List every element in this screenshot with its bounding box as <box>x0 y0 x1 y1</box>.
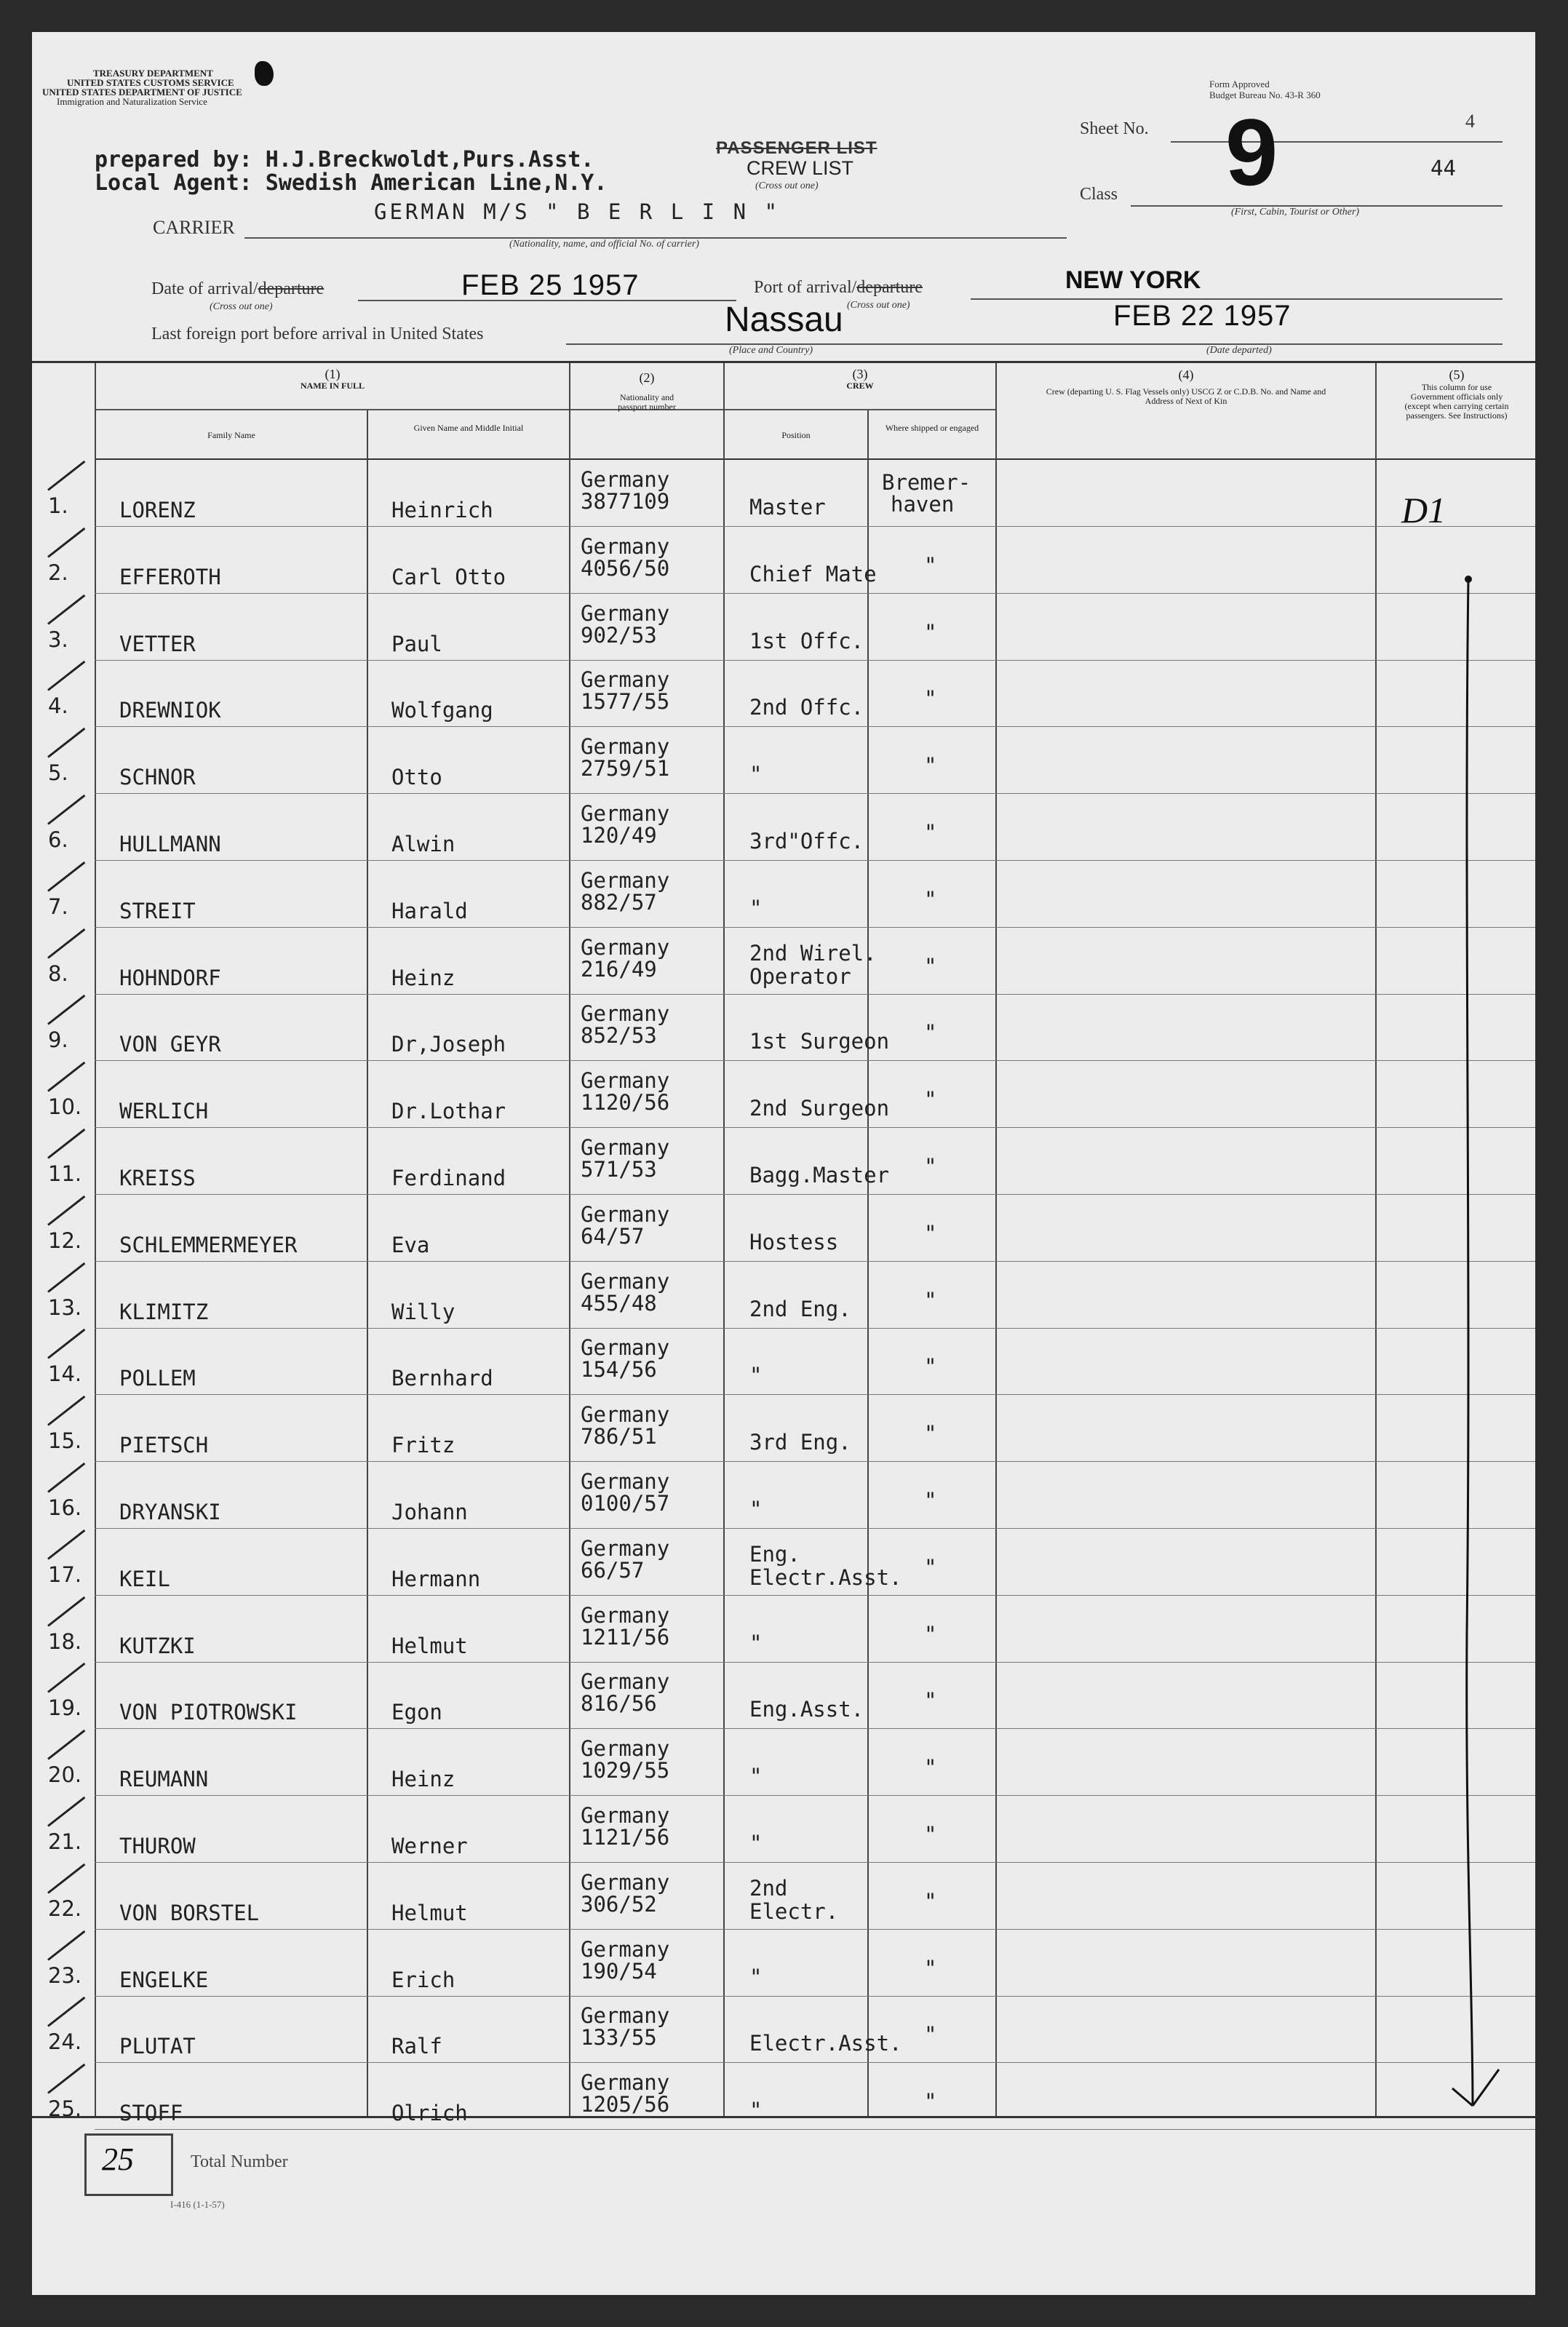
class-label: Class <box>1080 185 1118 204</box>
nationality: Germany <box>581 1536 670 1561</box>
row-number: 4. <box>48 693 68 718</box>
position: " <box>749 1764 763 1789</box>
nationality: Germany <box>581 667 670 692</box>
family-name: SCHNOR <box>119 765 196 789</box>
passport-number: 1120/56 <box>581 1090 670 1115</box>
position: Chief Mate <box>749 562 877 586</box>
family-name: VON GEYR <box>119 1032 221 1057</box>
family-name: REUMANN <box>119 1767 209 1791</box>
passport-number: 902/53 <box>581 623 657 648</box>
table-row <box>32 727 1535 794</box>
family-name: VON BORSTEL <box>119 1901 260 1925</box>
row-number: 7. <box>48 894 68 919</box>
nationality: Germany <box>581 1669 670 1694</box>
nationality: Germany <box>581 467 670 492</box>
last-port-note: (Place and Country) <box>729 345 813 356</box>
col5-num: (5) <box>1449 367 1465 382</box>
table-row <box>32 1996 1535 2063</box>
position-line-2: Electr.Asst. <box>749 1565 902 1590</box>
nationality: Germany <box>581 1469 670 1494</box>
last-port-label: Last foreign port before arrival in United States <box>151 325 484 343</box>
table-row <box>32 1662 1535 1729</box>
where-shipped: " <box>924 1288 937 1313</box>
row-check-mark <box>47 1863 85 1894</box>
given-name: Erich <box>391 1968 455 1992</box>
family-name: STREIT <box>119 899 196 923</box>
position: Master <box>749 495 826 520</box>
position: 2nd Surgeon <box>749 1096 890 1121</box>
where-shipped: " <box>924 1354 937 1379</box>
given-name: Harald <box>391 899 468 923</box>
given-name: Bernhard <box>391 1366 493 1391</box>
last-port-value: Nassau <box>725 301 843 339</box>
passport-number: 306/52 <box>581 1892 657 1917</box>
family-name: DRYANSKI <box>119 1500 221 1524</box>
given-name: Dr,Joseph <box>391 1032 506 1057</box>
nationality: Germany <box>581 2070 670 2095</box>
given-name: Willy <box>391 1300 455 1324</box>
nationality: Germany <box>581 1803 670 1828</box>
nationality: Germany <box>581 1402 670 1427</box>
table-row <box>32 1328 1535 1395</box>
position: 3rd Eng. <box>749 1430 851 1455</box>
row-number: 12. <box>48 1228 82 1253</box>
position: " <box>749 896 763 920</box>
position-header: Position <box>781 430 811 440</box>
date-arrival-label <box>151 279 324 299</box>
port-arrival-value: NEW YORK <box>1065 266 1201 294</box>
total-value: 25 <box>102 2141 134 2177</box>
position: " <box>749 1965 763 1989</box>
total-label: Total Number <box>191 2152 288 2171</box>
row-number: 20. <box>48 1762 82 1787</box>
where-shipped: " <box>924 1889 937 1914</box>
family-name: ENGELKE <box>119 1968 209 1992</box>
row-number: 14. <box>48 1361 82 1386</box>
row-check-mark <box>47 528 85 558</box>
row-check-mark <box>47 1730 85 1760</box>
passport-number: 455/48 <box>581 1291 657 1316</box>
port-arrival-label-text: Port of arrival/ <box>754 278 857 297</box>
passport-number: 571/53 <box>581 1157 657 1182</box>
passport-number: 3877109 <box>581 489 670 514</box>
row-number: 6. <box>48 827 68 852</box>
where-shipped: " <box>924 1488 937 1513</box>
list-type-note: (Cross out one) <box>755 180 819 191</box>
agency-line-1: TREASURY DEPARTMENT <box>93 68 213 79</box>
position: " <box>749 1497 763 1522</box>
date-arrival-label-struck: departure <box>258 279 325 298</box>
given-name: Werner <box>391 1834 468 1858</box>
passport-number: 786/51 <box>581 1424 657 1449</box>
date-departed-note: (Date departed) <box>1206 345 1272 356</box>
table-row <box>32 594 1535 661</box>
row-number: 5. <box>48 760 68 785</box>
col5-title: This column for use Government officials only (except when carrying certain passengers. See Instructions) <box>1404 382 1509 421</box>
carrier-note: (Nationality, name, and official No. of carrier) <box>509 239 699 250</box>
passport-number: 154/56 <box>581 1357 657 1382</box>
family-name: WERLICH <box>119 1099 209 1123</box>
table-row <box>32 1128 1535 1195</box>
family-name: LORENZ <box>119 498 196 522</box>
col4-header <box>1000 367 1372 406</box>
table-row <box>32 1262 1535 1329</box>
row-check-mark <box>47 2064 85 2094</box>
row-check-mark <box>47 1997 85 2027</box>
row-number: 9. <box>48 1027 68 1052</box>
row-check-mark <box>47 1196 85 1226</box>
given-name: Egon <box>391 1700 442 1725</box>
nationality: Germany <box>581 801 670 826</box>
date-arrival-value: FEB 25 1957 <box>461 269 640 301</box>
where-shipped: " <box>924 1020 937 1045</box>
where-shipped: " <box>924 1087 937 1112</box>
where-shipped: " <box>924 1956 937 1981</box>
family-name: EFFEROTH <box>119 565 221 589</box>
nationality: Germany <box>581 1736 670 1761</box>
passport-number: 0100/57 <box>581 1491 670 1516</box>
row-check-mark <box>47 1596 85 1627</box>
nationality: Germany <box>581 2003 670 2028</box>
where-shipped: " <box>924 887 937 912</box>
nationality: Germany <box>581 1135 670 1160</box>
agency-line-4: Immigration and Naturalization Service <box>57 96 207 107</box>
family-name: SCHLEMMERMEYER <box>119 1233 298 1257</box>
col2-header <box>572 370 722 412</box>
table-row <box>32 1863 1535 1930</box>
row-number: 15. <box>48 1428 82 1453</box>
table-row <box>32 1529 1535 1596</box>
position: " <box>749 1831 763 1855</box>
family-name: KEIL <box>119 1567 170 1591</box>
family-name: HOHNDORF <box>119 966 221 990</box>
col2-num: (2) <box>639 370 655 385</box>
class-value: 44 <box>1430 156 1456 180</box>
date-arrival-label-text: Date of arrival/ <box>151 279 258 298</box>
passport-number: 64/57 <box>581 1224 645 1249</box>
col4-title: Crew (departing U. S. Flag Vessels only) USCG Z or C.D.B. No. and Name and Address of Next of Kin <box>1046 386 1326 406</box>
table-row <box>32 994 1535 1061</box>
family-name: PLUTAT <box>119 2034 196 2058</box>
position: 2nd Offc. <box>749 695 864 720</box>
row-check-mark <box>47 1463 85 1493</box>
position: 1st Surgeon <box>749 1029 890 1054</box>
passport-number: 120/49 <box>581 823 657 848</box>
table-row <box>32 2063 1535 2130</box>
given-name-header: Given Name and Middle Initial <box>413 423 524 433</box>
row-check-mark <box>47 862 85 892</box>
nationality: Germany <box>581 1202 670 1227</box>
sheet-label: Sheet No. <box>1080 119 1149 138</box>
list-type-struck: PASSENGER LIST <box>716 138 877 158</box>
row-check-mark <box>47 1396 85 1426</box>
where-shipped: " <box>924 753 937 778</box>
position: " <box>749 2098 763 2123</box>
row-number: 3. <box>48 627 68 652</box>
position: 1st Offc. <box>749 629 864 653</box>
where-shipped: Bremer- <box>882 470 971 495</box>
family-name: VETTER <box>119 632 196 656</box>
passport-number: 133/55 <box>581 2025 657 2050</box>
col2-title: Nationality and passport number <box>618 392 676 412</box>
position-line-2: Electr. <box>749 1899 839 1924</box>
local-agent: Local Agent: Swedish American Line,N.Y. <box>95 170 608 196</box>
prepared-by: prepared by: H.J.Breckwoldt,Purs.Asst. <box>95 147 594 172</box>
row-check-mark <box>47 1262 85 1293</box>
position: " <box>749 1631 763 1655</box>
agency-line-2: UNITED STATES CUSTOMS SERVICE <box>67 77 234 88</box>
row-number: 17. <box>48 1562 82 1587</box>
table-row <box>32 1930 1535 1997</box>
row-number: 8. <box>48 961 68 986</box>
given-name: Johann <box>391 1500 468 1524</box>
row-check-mark <box>47 1129 85 1159</box>
where-shipped-line-2: haven <box>891 492 955 517</box>
where-shipped: " <box>924 553 937 578</box>
position: Eng. <box>749 1542 800 1567</box>
passport-number: 216/49 <box>581 957 657 982</box>
given-name: Wolfgang <box>391 698 493 723</box>
passport-number: 4056/50 <box>581 556 670 581</box>
table-row <box>32 1395 1535 1462</box>
table-row <box>32 660 1535 727</box>
col1-title: NAME IN FULL <box>300 381 365 391</box>
where-shipped: " <box>924 1822 937 1847</box>
passport-number: 2759/51 <box>581 756 670 781</box>
nationality: Germany <box>581 935 670 960</box>
where-shipped: " <box>924 1421 937 1446</box>
table-row <box>32 1061 1535 1128</box>
family-name: PIETSCH <box>119 1433 209 1457</box>
carrier-value: GERMAN M/S " B E R L I N " <box>374 199 780 224</box>
passport-number: 1121/56 <box>581 1825 670 1850</box>
header-mid-rule <box>95 409 995 410</box>
row-number: 23. <box>48 1963 82 1988</box>
position: Bagg.Master <box>749 1163 890 1188</box>
row-check-mark <box>47 661 85 691</box>
col1-header <box>96 367 569 391</box>
given-name: Fritz <box>391 1433 455 1457</box>
row-check-mark <box>47 1530 85 1560</box>
row-check-mark <box>47 1663 85 1693</box>
given-name: Ferdinand <box>391 1166 506 1190</box>
list-type-title: CREW LIST <box>747 157 854 179</box>
table-row <box>32 794 1535 861</box>
form-number: I-416 (1-1-57) <box>170 2199 225 2210</box>
crew-list-form <box>32 32 1535 2295</box>
family-name: KUTZKI <box>119 1634 196 1658</box>
row-number: 19. <box>48 1695 82 1720</box>
nationality: Germany <box>581 1068 670 1093</box>
row-check-mark <box>47 461 85 491</box>
position: 3rd"Offc. <box>749 829 864 854</box>
nationality: Germany <box>581 1937 670 1962</box>
row-number: 2. <box>48 560 68 585</box>
table-top-rule <box>32 361 1535 363</box>
given-name: Heinz <box>391 1767 455 1791</box>
family-name: KLIMITZ <box>119 1300 209 1324</box>
col5-header <box>1378 367 1535 421</box>
where-shipped: " <box>924 2022 937 2047</box>
port-arrival-label <box>754 278 923 298</box>
family-name: THUROW <box>119 1834 196 1858</box>
nationality: Germany <box>581 868 670 893</box>
col4-num: (4) <box>1178 367 1194 382</box>
row-number: 10. <box>48 1094 82 1119</box>
where-shipped: " <box>924 1555 937 1580</box>
port-arrival-label-struck: departure <box>856 278 923 297</box>
where-shipped: " <box>924 1221 937 1246</box>
table-row <box>32 527 1535 594</box>
nationality: Germany <box>581 601 670 626</box>
row-check-mark <box>47 1797 85 1827</box>
position: Hostess <box>749 1230 839 1254</box>
position: 2nd Wirel. <box>749 941 877 966</box>
ink-blot-mark <box>255 61 274 86</box>
passport-number: 882/57 <box>581 890 657 915</box>
row-number: 1. <box>48 493 68 518</box>
nationality: Germany <box>581 734 670 759</box>
table-row <box>32 1596 1535 1663</box>
family-name: DREWNIOK <box>119 698 221 723</box>
where-shipped: " <box>924 1622 937 1647</box>
date-departed-value: FEB 22 1957 <box>1113 300 1292 332</box>
family-name: VON PIOTROWSKI <box>119 1700 298 1725</box>
position-line-2: Operator <box>749 964 851 989</box>
where-shipped: " <box>924 620 937 645</box>
where-shipped: " <box>924 820 937 845</box>
position: " <box>749 1363 763 1388</box>
row-check-mark <box>47 594 85 625</box>
form-approval-line-2: Budget Bureau No. 43-R 360 <box>1209 90 1321 100</box>
where-shipped: " <box>924 1688 937 1713</box>
where-shipped: " <box>924 954 937 979</box>
passport-number: 190/54 <box>581 1959 657 1984</box>
given-name: Olrich <box>391 2101 468 2125</box>
nationality: Germany <box>581 1603 670 1628</box>
row-check-mark <box>47 1329 85 1359</box>
nationality: Germany <box>581 534 670 559</box>
row-check-mark <box>47 1930 85 1961</box>
row-number: 22. <box>48 1896 82 1921</box>
row-check-mark <box>47 928 85 959</box>
nationality: Germany <box>581 1335 670 1360</box>
port-arrival-note: (Cross out one) <box>847 300 910 311</box>
nationality: Germany <box>581 1269 670 1294</box>
col3-title: CREW <box>846 381 874 391</box>
given-name: Eva <box>391 1233 430 1257</box>
col3-num: (3) <box>852 367 868 381</box>
passport-number: 66/57 <box>581 1558 645 1583</box>
passport-number: 816/56 <box>581 1691 657 1716</box>
row-number: 11. <box>48 1161 82 1186</box>
col3-header <box>725 367 995 391</box>
position: " <box>749 762 763 787</box>
family-name: KREISS <box>119 1166 196 1190</box>
family-name-header: Family Name <box>207 430 255 440</box>
family-name: POLLEM <box>119 1366 196 1391</box>
position: Electr.Asst. <box>749 2031 902 2056</box>
row-number: 24. <box>48 2029 82 2054</box>
class-note: (First, Cabin, Tourist or Other) <box>1231 207 1360 218</box>
table-row <box>32 1462 1535 1529</box>
where-shipped: " <box>924 1755 937 1780</box>
row-number: 18. <box>48 1629 82 1654</box>
given-name: Dr.Lothar <box>391 1099 506 1123</box>
position: 2nd Eng. <box>749 1297 851 1321</box>
row-check-mark <box>47 1062 85 1092</box>
col1-num: (1) <box>325 367 341 381</box>
passport-number: 1211/56 <box>581 1625 670 1650</box>
row-number: 25. <box>48 2096 82 2121</box>
passport-number: 1577/55 <box>581 689 670 714</box>
where-shipped: " <box>924 1154 937 1179</box>
table-row <box>32 928 1535 995</box>
where-shipped: " <box>924 686 937 711</box>
given-name: Ralf <box>391 2034 442 2058</box>
sheet-number: 9 <box>1225 99 1278 205</box>
row-check-mark <box>47 728 85 758</box>
table-row <box>32 460 1535 527</box>
agency-line-3: UNITED STATES DEPARTMENT OF JUSTICE <box>42 87 242 98</box>
passport-number: 1029/55 <box>581 1758 670 1783</box>
carrier-label: CARRIER <box>153 217 235 238</box>
sheet-underline <box>1171 141 1503 143</box>
where-shipped-header: Where shipped or engaged <box>885 423 979 433</box>
row-rule <box>95 2129 1535 2130</box>
given-name: Heinrich <box>391 498 493 522</box>
where-shipped: " <box>924 2089 937 2114</box>
form-approval <box>1209 79 1321 100</box>
passport-number: 1205/56 <box>581 2092 670 2117</box>
row-number: 16. <box>48 1495 82 1520</box>
form-approval-line-1: Form Approved <box>1209 79 1270 90</box>
row-number: 13. <box>48 1295 82 1320</box>
table-row <box>32 1195 1535 1262</box>
table-row <box>32 861 1535 928</box>
table-row <box>32 1796 1535 1863</box>
position: Eng.Asst. <box>749 1697 864 1722</box>
col5-mark: D1 <box>1401 490 1446 530</box>
passport-number: 852/53 <box>581 1023 657 1048</box>
given-name: Otto <box>391 765 442 789</box>
given-name: Heinz <box>391 966 455 990</box>
nationality: Germany <box>581 1001 670 1026</box>
sheet-corner-note: 4 <box>1465 111 1475 132</box>
given-name: Helmut <box>391 1634 468 1658</box>
table-row <box>32 1729 1535 1796</box>
row-check-mark <box>47 995 85 1025</box>
given-name: Paul <box>391 632 442 656</box>
row-number: 21. <box>48 1829 82 1854</box>
family-name: HULLMANN <box>119 832 221 856</box>
given-name: Carl Otto <box>391 565 506 589</box>
date-arrival-note: (Cross out one) <box>210 301 273 312</box>
given-name: Alwin <box>391 832 455 856</box>
family-name: STOFF <box>119 2101 183 2125</box>
row-check-mark <box>47 795 85 825</box>
position: 2nd <box>749 1876 788 1901</box>
nationality: Germany <box>581 1870 670 1895</box>
col5-bracket-line <box>1371 541 1516 2142</box>
given-name: Hermann <box>391 1567 481 1591</box>
agency-block <box>42 68 242 106</box>
given-name: Helmut <box>391 1901 468 1925</box>
